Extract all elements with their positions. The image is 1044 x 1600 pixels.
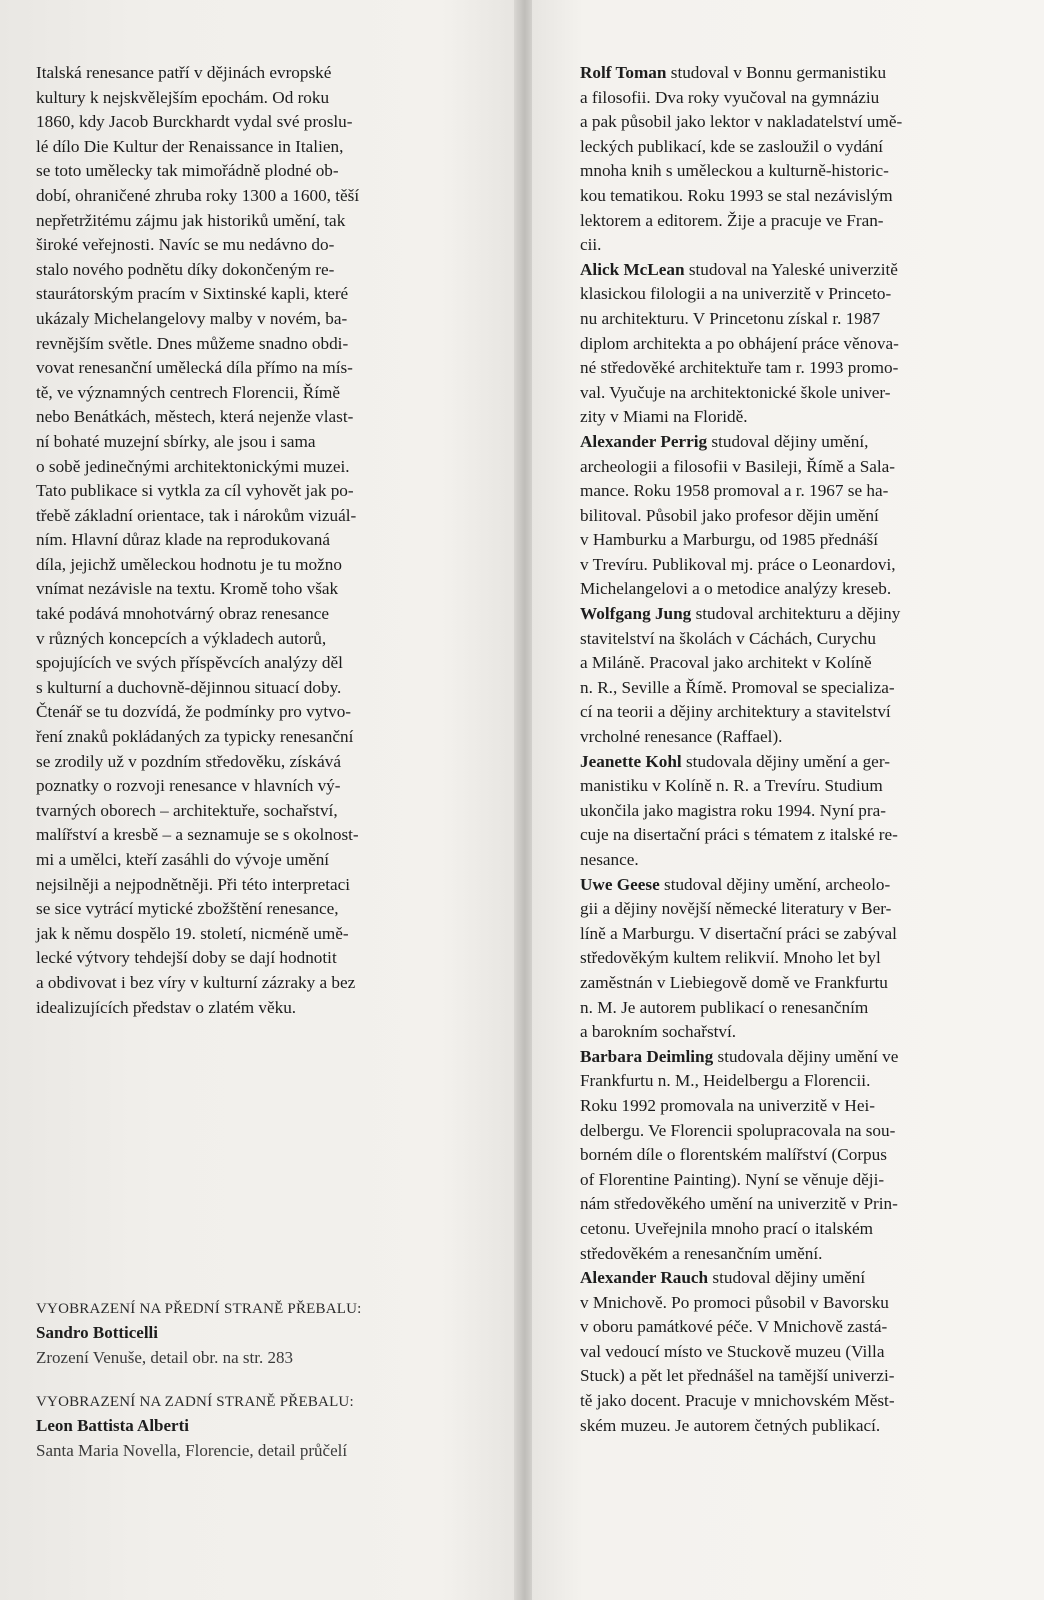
back-cover-artist: Leon Battista Alberti: [36, 1416, 189, 1435]
author-name: Rolf Toman: [580, 63, 667, 82]
front-cover-caption: Zrození Venuše, detail obr. na str. 283: [36, 1348, 293, 1367]
author-name: Jeanette Kohl: [580, 751, 682, 771]
author-name: Alick McLean: [580, 259, 685, 279]
author-name: Barbara Deimling: [580, 1046, 714, 1066]
back-cover-heading: VYOBRAZENÍ NA ZADNÍ STRANĚ PŘEBALU:: [36, 1394, 354, 1410]
author-bio: [580, 602, 984, 750]
back-cover-credit: [36, 1390, 456, 1464]
author-bio-text: studoval dějiny umění, archeologii a filosofii v Basileji, Římě a Sala- mance. Roku 1958 promoval a r. 1967 se ha- bilitoval. Působil jako profesor dějin umění v Hamburku a Marburgu, od 1985 přednáší v Trevíru. Publikoval mj. práce o Leonardovi, Michelangelovi a o metodice analýzy kreseb.: [580, 431, 896, 599]
author-bio: [580, 1045, 984, 1266]
front-cover-credit: [36, 1297, 456, 1371]
author-bio: [580, 430, 984, 602]
author-name: Wolfgang Jung: [580, 604, 692, 624]
back-cover-caption: Santa Maria Novella, Florencie, detail průčelí: [36, 1441, 348, 1460]
author-bio-text: studoval na Yaleské univerzitě klasickou filologii a na univerzitě v Princeto- nu architekturu. V Princetonu získal r. 1987 diplom architekta a po obhájení práce věnova- né středověké architektuře tam r. 1993 promo- val. Vyučuje na architektonické škole univer- zity v Miami na Floridě.: [580, 259, 899, 427]
author-bios: [580, 61, 984, 1438]
author-bio-text: studovala dějiny umění a ger- manistiku v Kolíně n. R. a Trevíru. Studium ukončila jako magistra roku 1994. Nyní pra- cuje na disertační práci s tématem z italské re- nesance.: [580, 751, 898, 869]
author-bio: [580, 750, 984, 873]
author-bio-text: studoval dějiny umění v Mnichově. Po promoci působil v Bavorsku v oboru památkové péče. V Mnichově zastá- val vedoucí místo ve Stuckově muzeu (Villa Stuck) a pět let přednášel na tamější univerzi- tě jako docent. Pracuje v mnichovském Měst- ském muzeu. Je autorem četných publikací.: [580, 1268, 895, 1435]
author-name: Alexander Rauch: [580, 1268, 709, 1288]
author-bio-text: studoval v Bonnu germanistiku a filosofii. Dva roky vyučoval na gymnáziu a pak působil jako lektor v nakladatelství umě- leckých publikací, kde se zasloužil o vydání mnoha knih s uměleckou a kulturně-historic- kou tematikou. Roku 1993 se stal nezávislým lektorem a editorem. Žije a pracuje ve Fran- cii.: [580, 63, 903, 255]
author-bio-text: studovala dějiny umění ve Frankfurtu n. M., Heidelbergu a Florencii. Roku 1992 promovala na univerzitě v Hei- delbergu. Ve Florencii spolupracovala na sou- borném díle o florentském malířství (Corpus of Florentine Painting). Nyní se věnuje ději- nám středověkého umění na univerzitě v Prin- cetonu. Uveřejnila mnoho prací o italském středověkém a renesančním umění.: [580, 1046, 899, 1263]
author-name: Alexander Perrig: [580, 431, 708, 451]
front-cover-artist: Sandro Botticelli: [36, 1323, 158, 1342]
author-bio: [580, 873, 984, 1045]
author-bio: [580, 1266, 984, 1438]
author-bio: [580, 258, 984, 430]
author-bio-text: studoval architekturu a dějiny stavitelství na školách v Cáchách, Curychu a Miláně. Pracoval jako architekt v Kolíně n. R., Seville a Římě. Promoval se specializa- cí na teorii a dějiny architektury a stavitelství vrcholné renesance (Raffael).: [580, 604, 901, 747]
front-cover-heading: VYOBRAZENÍ NA PŘEDNÍ STRANĚ PŘEBALU:: [36, 1301, 362, 1317]
author-bio: [580, 61, 984, 258]
author-name: Uwe Geese: [580, 874, 660, 894]
intro-paragraph: Italská renesance patří v dějinách evropské kultury k nejskvělejším epochám. Od roku 1860, kdy Jacob Burckhardt vydal své proslu- lé dílo Die Kultur der Renaissance in Italien, se toto umělecky tak mimořádně plodné ob- dobí, ohraničené zhruba roky 1300 a 1600, těší nepřetržitému zájmu jak historiků umění, tak široké veřejnosti. Navíc se mu nedávno do- stalo nového podnětu díky dokončeným re- staurátorským pracím v Sixtinské kapli, které ukázaly Michelangelovy malby v novém, ba- revnějším světle. Dnes můžeme snadno obdi- vovat renesanční umělecká díla přímo na mís- tě, ve významných centrech Florencii, Římě nebo Benátkách, městech, která nejenže vlast- ní bohaté muzejní sbírky, ale jsou i sama o sobě jedinečnými architektonickými muzei. Tato publikace si vytkla za cíl vyhovět jak po- třebě základní orientace, tak i nárokům vizuál- ním. Hlavní důraz klade na reprodukovaná díla, jejichž uměleckou hodnotu je tu možno vnímat nezávisle na textu. Kromě toho však také podává mnohotvárný obraz renesance v různých koncepcích a výkladech autorů, spojujících ve svých příspěvcích analýzy děl s kulturní a duchovně-dějinnou situací doby. Čtenář se tu dozvídá, že podmínky pro vytvo- ření znaků pokládaných za typicky renesanční se zrodily už v pozdním středověku, získává poznatky o rozvoji renesance v hlavních vý- tvarných oborech – architektuře, sochařství, malířství a kresbě – a seznamuje se s okolnost- mi a umělci, kteří zasáhli do vývoje umění nejsilněji a nejpodnětněji. Při této interpretaci se sice vytrácí mytické zbožštění renesance, jak k němu dospělo 19. století, nicméně umě- lecké výtvory tehdejší doby se dají hodnotit a obdivovat i bez víry v kulturní zázraky a bez idealizujících představ o zlatém věku.: [36, 63, 360, 1017]
author-bio-text: studoval dějiny umění, archeolo- gii a dějiny novější německé literatury v Ber- líně a Marburgu. V disertační práci se zabýval středověkým kultem relikvií. Mnoho let byl zaměstnán v Liebiegově domě ve Frankfurtu n. M. Je autorem publikací o renesančním a barokním sochařství.: [580, 874, 897, 1042]
